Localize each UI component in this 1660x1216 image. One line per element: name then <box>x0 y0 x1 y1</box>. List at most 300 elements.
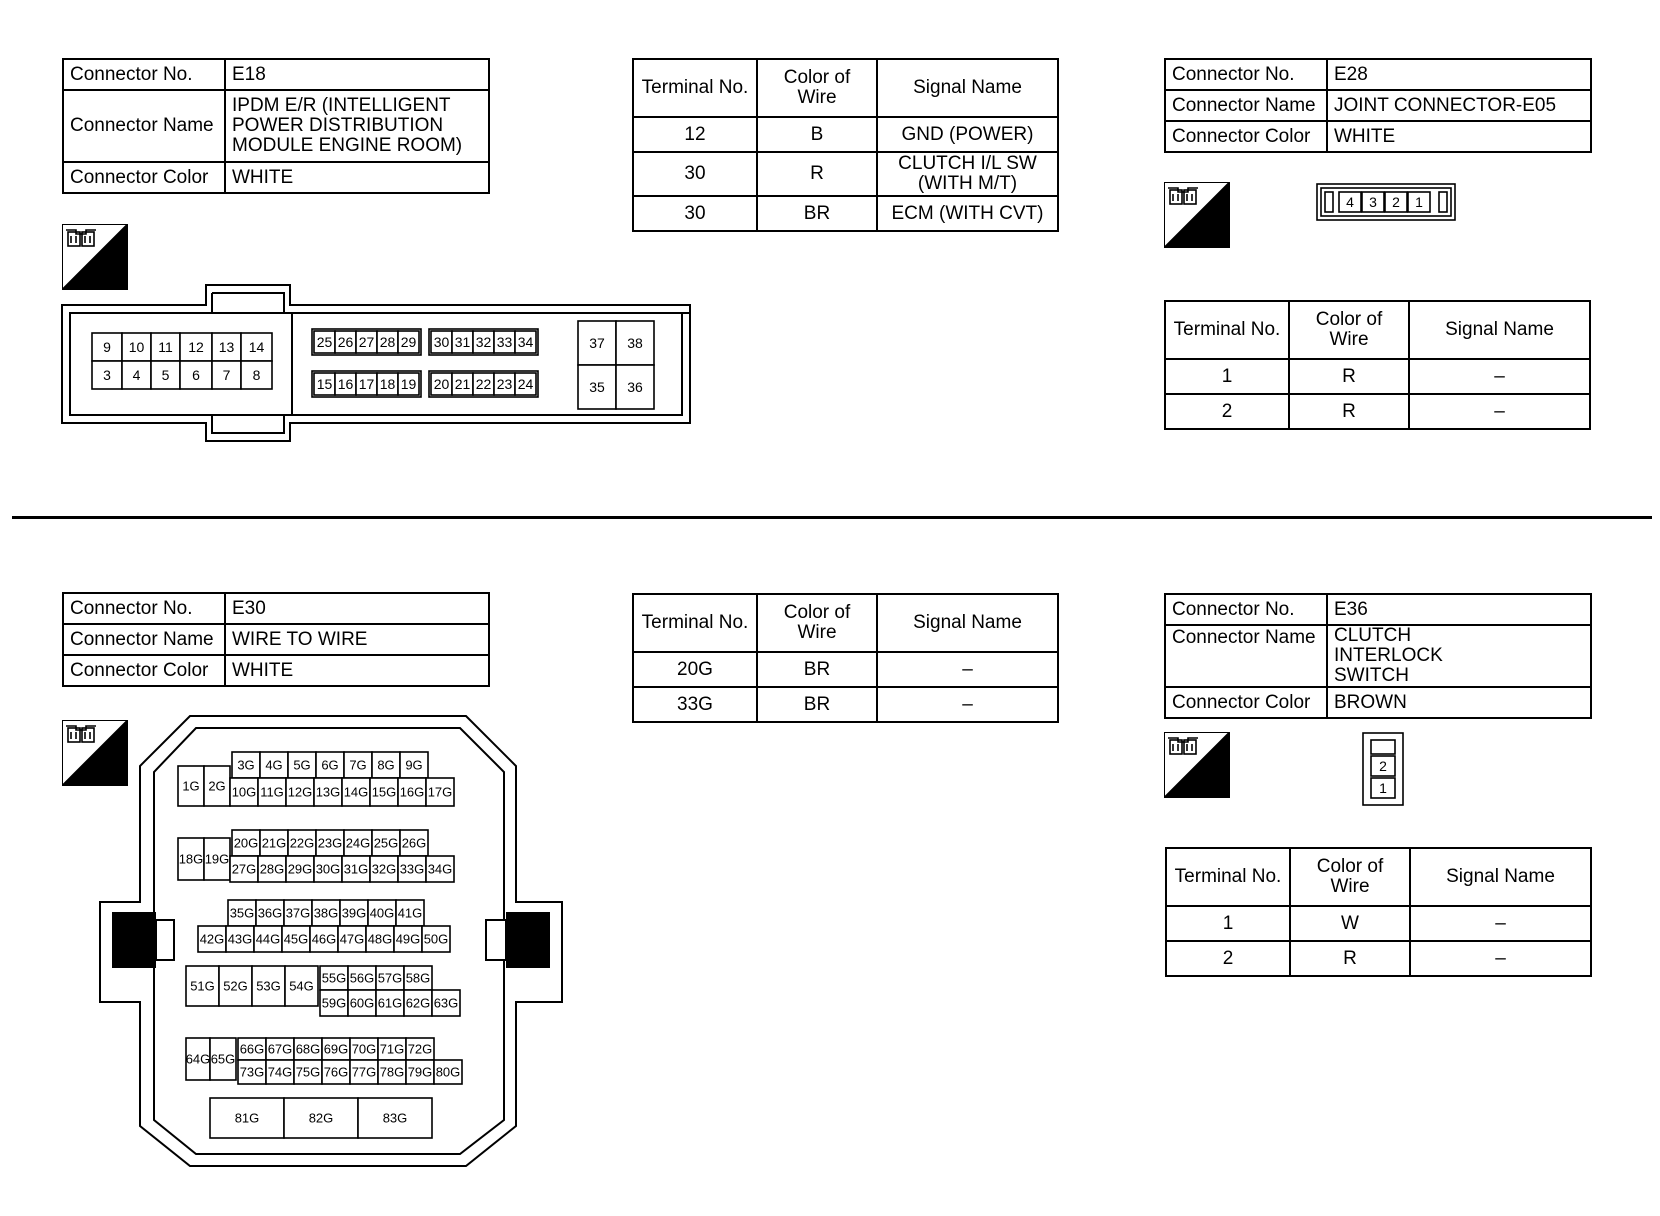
pin-cell <box>241 361 272 389</box>
pin-label: 61G <box>377 995 403 1011</box>
pin-cell <box>370 856 398 882</box>
pin-label: 1G <box>182 778 200 794</box>
pin-cell <box>350 1038 378 1060</box>
pin-label: 4 <box>132 367 141 384</box>
pin-label: 74G <box>267 1064 293 1080</box>
pin-cell <box>320 990 348 1016</box>
pin-cell <box>494 373 515 395</box>
pin-cell <box>316 752 344 778</box>
pin-label: 6G <box>321 757 339 773</box>
pin-label: 10G <box>231 784 257 800</box>
pin-label: 73G <box>239 1064 265 1080</box>
pin-label: 65G <box>210 1051 236 1067</box>
pin-label: 27G <box>231 861 257 877</box>
pin-label: 53G <box>256 978 281 994</box>
signal-name-cell: – <box>1410 941 1591 976</box>
terminal-no-cell: 1 <box>1166 906 1290 941</box>
e18-connector-no-label: Connector No. <box>63 59 225 90</box>
terminal-no-cell: 2 <box>1165 394 1289 429</box>
pin-cell <box>452 373 473 395</box>
pin-cell <box>186 1038 211 1080</box>
pin-cell <box>238 1060 266 1084</box>
pin-cell <box>258 778 286 806</box>
pin-cell <box>288 752 316 778</box>
pin-label: 79G <box>407 1064 433 1080</box>
pin-label: 22G <box>289 835 315 851</box>
pin-label: 80G <box>435 1064 461 1080</box>
pin-label: 40G <box>369 905 395 921</box>
pin-cell <box>92 361 122 389</box>
pin-cell <box>406 1038 434 1060</box>
pin-label: 16G <box>399 784 425 800</box>
e30-connector-face <box>98 712 558 1172</box>
pin-label: 2 <box>1379 758 1387 775</box>
pin-cell <box>398 331 419 353</box>
pin-cell <box>266 1060 294 1084</box>
pin-cell <box>335 331 356 353</box>
terminal-no-cell: 30 <box>633 196 757 231</box>
pin-cell <box>431 331 452 353</box>
e28-connector-no-label: Connector No. <box>1165 59 1327 90</box>
pin-label: 22 <box>475 376 492 393</box>
pin-cell <box>178 766 204 806</box>
pin-cell <box>322 1038 350 1060</box>
pin-label: 11 <box>158 339 173 356</box>
pin-cell <box>1408 192 1430 212</box>
pin-cell <box>226 926 254 952</box>
pin-label: 44G <box>255 931 281 947</box>
e36-connector-color: BROWN <box>1327 687 1591 718</box>
terminal-row <box>1166 941 1591 976</box>
pin-label: 38G <box>313 905 339 921</box>
signal-name-cell: – <box>1409 359 1590 394</box>
pin-label: 67G <box>267 1041 293 1057</box>
pin-label: 57G <box>377 970 403 986</box>
hs-badge-icon <box>62 224 128 290</box>
terminal-no-cell: 1 <box>1165 359 1289 394</box>
pin-label: 24G <box>345 835 371 851</box>
pin-cell <box>316 830 344 856</box>
pin-label: 36G <box>257 905 283 921</box>
pin-label: 51G <box>190 978 215 994</box>
e30-connector-color-label: Connector Color <box>63 655 225 686</box>
pin-cell <box>180 333 212 361</box>
e36-connector-color-label: Connector Color <box>1165 687 1327 718</box>
pin-cell <box>1385 192 1407 212</box>
pin-cell <box>286 856 314 882</box>
e36-connector-face <box>1362 732 1406 806</box>
pin-label: 21G <box>261 835 287 851</box>
pin-cell <box>178 838 204 880</box>
pin-cell <box>210 1098 284 1138</box>
pin-cell <box>320 966 348 990</box>
pin-cell <box>204 838 230 880</box>
pin-label: 42G <box>199 931 225 947</box>
e28-connector-no: E28 <box>1327 59 1591 90</box>
pin-cell <box>515 331 536 353</box>
e18-terminal-table <box>632 58 1059 232</box>
e36-connector-name-label: Connector Name <box>1165 625 1327 687</box>
pin-cell <box>396 900 424 926</box>
pin-label: 75G <box>295 1064 321 1080</box>
pin-label: 2 <box>1392 194 1400 211</box>
pin-cell <box>616 365 654 409</box>
pin-label: 31 <box>454 334 471 351</box>
pin-cell <box>122 333 151 361</box>
pin-label: 3G <box>237 757 255 773</box>
terminal-row <box>633 196 1058 231</box>
signal-name-cell: – <box>1409 394 1590 429</box>
pin-label: 19G <box>204 851 230 867</box>
pin-cell <box>260 752 288 778</box>
e30-info-table <box>62 592 490 687</box>
pin-label: 35 <box>589 379 605 396</box>
pin-cell <box>1362 192 1384 212</box>
e36-terminal-table <box>1165 847 1592 977</box>
signal-name-cell: – <box>1410 906 1591 941</box>
pin-cell <box>426 856 454 882</box>
e18-connector-color-label: Connector Color <box>63 162 225 193</box>
pin-label: 10 <box>128 339 145 356</box>
pin-cell <box>494 331 515 353</box>
pin-cell <box>241 333 272 361</box>
pin-label: 37G <box>285 905 311 921</box>
pin-cell <box>358 1098 432 1138</box>
pin-cell <box>180 361 212 389</box>
pin-label: 60G <box>349 995 375 1011</box>
pin-label: 41G <box>397 905 423 921</box>
hs-badge-label: H.S. <box>89 764 126 785</box>
terminal-no-header: Terminal No. <box>633 59 757 117</box>
pin-cell <box>356 331 377 353</box>
pin-label: 29G <box>287 861 313 877</box>
pin-cell <box>348 990 376 1016</box>
pin-label: 1 <box>1415 194 1423 211</box>
pin-label: 13 <box>218 339 235 356</box>
pin-cell <box>258 856 286 882</box>
pin-label: 4 <box>1346 194 1354 211</box>
pin-label: 5 <box>161 367 170 384</box>
pin-label: 28 <box>379 334 396 351</box>
pin-cell <box>266 1038 294 1060</box>
pin-cell <box>228 900 256 926</box>
terminal-row <box>1165 394 1590 429</box>
section-divider <box>12 516 1652 519</box>
pin-cell <box>1371 778 1395 798</box>
pin-label: 72G <box>407 1041 433 1057</box>
pin-label: 27 <box>358 334 375 351</box>
pin-label: 46G <box>311 931 337 947</box>
pin-label: 5G <box>293 757 311 773</box>
e36-connector-no: E36 <box>1327 594 1591 625</box>
pin-cell <box>432 990 460 1016</box>
pin-label: 63G <box>433 995 459 1011</box>
pin-label: 9G <box>405 757 423 773</box>
pin-label: 19 <box>400 376 417 393</box>
e36-connector-name: CLUTCH INTERLOCK SWITCH <box>1327 625 1591 687</box>
pin-cell <box>376 966 404 990</box>
pin-label: 54G <box>289 978 314 994</box>
wire-color-cell: W <box>1290 906 1410 941</box>
pin-label: 68G <box>295 1041 321 1057</box>
pin-cell <box>285 966 318 1006</box>
pin-cell <box>344 752 372 778</box>
e36-info-table <box>1164 593 1592 719</box>
e18-connector-face <box>60 283 700 443</box>
pin-label: 31G <box>343 861 369 877</box>
pin-label: 78G <box>379 1064 405 1080</box>
e18-info-table <box>62 58 490 194</box>
pin-cell <box>578 321 616 365</box>
pin-label: 58G <box>405 970 431 986</box>
pin-label: 38 <box>627 335 643 352</box>
pin-cell <box>322 1060 350 1084</box>
pin-label: 14G <box>343 784 369 800</box>
terminal-row <box>633 687 1058 722</box>
pin-cell <box>578 365 616 409</box>
pin-label: 37 <box>589 335 605 352</box>
pin-label: 30G <box>315 861 341 877</box>
pin-cell <box>434 1060 462 1084</box>
pin-cell <box>151 361 180 389</box>
pin-label: 12G <box>287 784 313 800</box>
pin-cell <box>515 373 536 395</box>
pin-cell <box>288 830 316 856</box>
e30-connector-no-label: Connector No. <box>63 593 225 624</box>
pin-label: 55G <box>321 970 347 986</box>
hs-badge-label: H.S. <box>1191 776 1228 797</box>
hs-badge-label: H.S. <box>89 268 126 289</box>
terminal-row <box>633 117 1058 152</box>
pin-cell <box>151 333 180 361</box>
pin-label: 82G <box>308 1110 334 1126</box>
terminal-no-header: Terminal No. <box>633 594 757 652</box>
pin-label: 45G <box>283 931 309 947</box>
pin-cell <box>431 373 452 395</box>
pin-cell <box>398 373 419 395</box>
terminal-no-header: Terminal No. <box>1166 848 1290 906</box>
terminal-row <box>633 652 1058 687</box>
e28-connector-face <box>1316 182 1456 222</box>
pin-cell <box>254 926 282 952</box>
hs-badge-icon <box>1164 732 1230 798</box>
pin-label: 32 <box>475 334 492 351</box>
pin-label: 36 <box>627 379 643 396</box>
pin-label: 17 <box>358 376 375 393</box>
pin-label: 30 <box>433 334 450 351</box>
pin-cell <box>198 926 226 952</box>
hs-badge-icon <box>1164 182 1230 248</box>
pin-label: 26 <box>337 334 354 351</box>
pin-label: 33G <box>399 861 425 877</box>
pin-label: 20G <box>233 835 259 851</box>
pin-label: 29 <box>400 334 417 351</box>
pin-cell <box>204 766 230 806</box>
pin-cell <box>212 333 241 361</box>
pin-cell <box>400 752 428 778</box>
pin-cell <box>260 830 288 856</box>
wire-color-cell: R <box>757 152 877 196</box>
pin-label: 11G <box>260 784 284 800</box>
pin-label: 3 <box>103 367 111 384</box>
pin-cell <box>376 990 404 1016</box>
pin-label: 15G <box>371 784 397 800</box>
pin-label: 26G <box>401 835 427 851</box>
terminal-no-cell: 2 <box>1166 941 1290 976</box>
e30-connector-name-label: Connector Name <box>63 624 225 655</box>
pin-label: 33 <box>496 334 513 351</box>
signal-name-header: Signal Name <box>877 594 1058 652</box>
pin-label: 25G <box>373 835 399 851</box>
pin-cell <box>186 966 219 1006</box>
pin-cell <box>1339 192 1361 212</box>
signal-name-cell: CLUTCH I/L SW (WITH M/T) <box>877 152 1058 196</box>
pin-cell <box>404 990 432 1016</box>
pin-cell <box>230 778 258 806</box>
pin-label: 77G <box>351 1064 377 1080</box>
e18-connector-name-label: Connector Name <box>63 90 225 162</box>
pin-cell <box>210 1038 236 1080</box>
pin-cell <box>473 373 494 395</box>
signal-name-header: Signal Name <box>1410 848 1591 906</box>
pin-cell <box>366 926 394 952</box>
terminal-no-header: Terminal No. <box>1165 301 1289 359</box>
signal-name-cell: ECM (WITH CVT) <box>877 196 1058 231</box>
pin-cell <box>370 778 398 806</box>
pin-label: 17G <box>427 784 453 800</box>
pin-label: 32G <box>371 861 397 877</box>
e28-connector-name: JOINT CONNECTOR-E05 <box>1327 90 1591 121</box>
pin-label: 50G <box>423 931 449 947</box>
color-of-wire-header: Color of Wire <box>757 59 877 117</box>
pin-label: 71G <box>379 1041 405 1057</box>
pin-label: 56G <box>349 970 375 986</box>
pin-label: 16 <box>337 376 354 393</box>
signal-name-cell: GND (POWER) <box>877 117 1058 152</box>
pin-label: 20 <box>433 376 450 393</box>
pin-label: 7 <box>222 367 231 384</box>
wire-color-cell: R <box>1289 359 1409 394</box>
pin-label: 9 <box>103 339 111 356</box>
pin-label: 70G <box>351 1041 377 1057</box>
pin-label: 43G <box>227 931 253 947</box>
pin-cell <box>344 830 372 856</box>
pin-cell <box>312 900 340 926</box>
e28-terminal-table <box>1164 300 1591 430</box>
pin-cell <box>314 778 342 806</box>
pin-cell <box>335 373 356 395</box>
pin-cell <box>342 778 370 806</box>
pin-cell <box>338 926 366 952</box>
pin-cell <box>1371 740 1395 754</box>
pin-label: 2G <box>208 778 226 794</box>
pin-cell <box>314 373 335 395</box>
e28-connector-color: WHITE <box>1327 121 1591 152</box>
hs-badge-label: H.S. <box>1191 226 1228 247</box>
pin-cell <box>342 856 370 882</box>
pin-cell <box>378 1060 406 1084</box>
pin-label: 62G <box>405 995 431 1011</box>
pin-label: 83G <box>382 1110 408 1126</box>
terminal-no-cell: 33G <box>633 687 757 722</box>
pin-cell <box>400 830 428 856</box>
pin-cell <box>232 830 260 856</box>
terminal-no-cell: 20G <box>633 652 757 687</box>
terminal-row <box>1165 359 1590 394</box>
pin-cell <box>1371 756 1395 776</box>
pin-cell <box>284 1098 358 1138</box>
pin-label: 47G <box>339 931 365 947</box>
pin-label: 23 <box>496 376 513 393</box>
pin-label: 69G <box>323 1041 349 1057</box>
pin-label: 4G <box>265 757 283 773</box>
pin-label: 18 <box>379 376 396 393</box>
e30-connector-name: WIRE TO WIRE <box>225 624 489 655</box>
signal-name-header: Signal Name <box>877 59 1058 117</box>
pin-cell <box>616 321 654 365</box>
pin-cell <box>219 966 252 1006</box>
e28-connector-name-label: Connector Name <box>1165 90 1327 121</box>
wire-color-cell: BR <box>757 652 877 687</box>
color-of-wire-header: Color of Wire <box>757 594 877 652</box>
pin-cell <box>294 1060 322 1084</box>
pin-label: 64G <box>185 1051 211 1067</box>
e28-info-table <box>1164 58 1592 153</box>
e30-terminal-table <box>632 593 1059 723</box>
e18-connector-name: IPDM E/R (INTELLIGENT POWER DISTRIBUTION MODULE ENGINE ROOM) <box>225 90 489 162</box>
e36-connector-no-label: Connector No. <box>1165 594 1327 625</box>
wire-color-cell: BR <box>757 687 877 722</box>
pin-cell <box>372 752 400 778</box>
pin-cell <box>404 966 432 990</box>
pin-label: 48G <box>367 931 393 947</box>
terminal-row <box>633 152 1058 196</box>
pin-cell <box>377 331 398 353</box>
pin-label: 34 <box>517 334 534 351</box>
color-of-wire-header: Color of Wire <box>1289 301 1409 359</box>
pin-cell <box>314 856 342 882</box>
signal-name-cell: – <box>877 687 1058 722</box>
color-of-wire-header: Color of Wire <box>1290 848 1410 906</box>
pin-label: 3 <box>1369 194 1377 211</box>
pin-cell <box>92 333 122 361</box>
pin-label: 21 <box>454 376 471 393</box>
pin-cell <box>350 1060 378 1084</box>
pin-cell <box>372 830 400 856</box>
pin-label: 6 <box>192 367 200 384</box>
pin-cell <box>452 331 473 353</box>
pin-label: 23G <box>317 835 343 851</box>
pin-cell <box>368 900 396 926</box>
pin-label: 8 <box>252 367 261 384</box>
pin-label: 66G <box>239 1041 265 1057</box>
pin-label: 35G <box>229 905 255 921</box>
signal-name-header: Signal Name <box>1409 301 1590 359</box>
pin-label: 81G <box>234 1110 260 1126</box>
pin-cell <box>314 331 335 353</box>
pin-label: 34G <box>427 861 453 877</box>
pin-label: 49G <box>395 931 421 947</box>
pin-cell <box>282 926 310 952</box>
pin-label: 1 <box>1379 780 1387 797</box>
pin-label: 52G <box>223 978 248 994</box>
pin-label: 12 <box>188 339 204 356</box>
pin-cell <box>212 361 241 389</box>
pin-cell <box>340 900 368 926</box>
wire-color-cell: R <box>1289 394 1409 429</box>
e18-connector-color: WHITE <box>225 162 489 193</box>
pin-label: 39G <box>341 905 367 921</box>
